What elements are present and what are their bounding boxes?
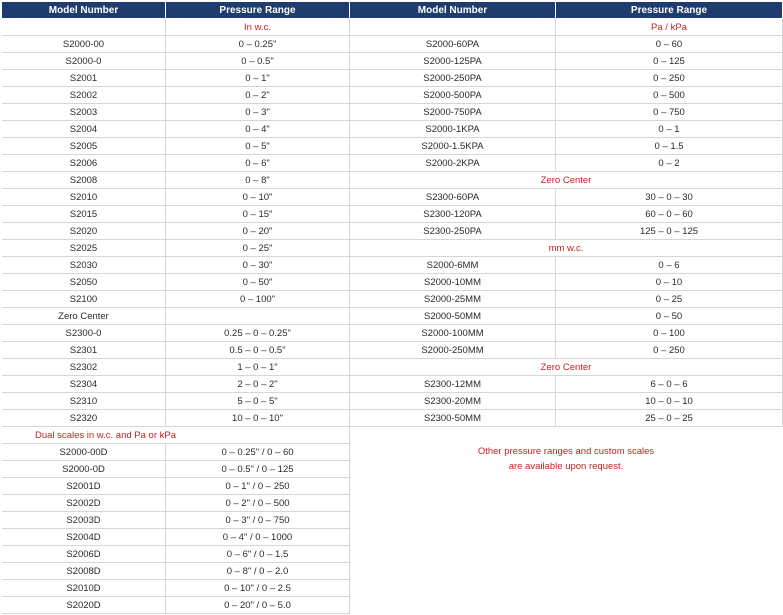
pressure-range-cell: 1 – 0 – 1" bbox=[237, 361, 278, 373]
table-row bbox=[2, 580, 349, 597]
table-row bbox=[350, 104, 782, 121]
section-row bbox=[350, 19, 782, 36]
pressure-range-cell: 0 – 15" bbox=[242, 208, 273, 220]
model-number-cell: S2000-50MM bbox=[350, 308, 556, 324]
model-number-cell: S2320 bbox=[2, 410, 166, 426]
pressure-range-cell: 0 – 50" bbox=[242, 276, 273, 288]
table-row bbox=[2, 257, 349, 274]
model-number-cell: S2000-6MM bbox=[350, 257, 556, 273]
table-row bbox=[2, 359, 349, 376]
model-number-cell: S2300-60PA bbox=[350, 189, 556, 205]
model-number-cell: S2008 bbox=[2, 172, 166, 188]
model-number-cell: S2050 bbox=[2, 274, 166, 290]
model-number-cell: S2000-0 bbox=[2, 53, 166, 69]
model-number-cell: S2000-60PA bbox=[350, 36, 556, 52]
pressure-range-cell: 0 – 100 bbox=[653, 327, 685, 339]
model-number-cell: S2020D bbox=[2, 597, 166, 613]
model-number-cell: S2000-125PA bbox=[350, 53, 556, 69]
note-line-2: are available upon request. bbox=[508, 461, 624, 472]
model-number-cell: S2300-20MM bbox=[350, 393, 556, 409]
table-row bbox=[2, 104, 349, 121]
pressure-range-cell: 0 – 0.5" bbox=[241, 55, 274, 67]
table-row bbox=[350, 70, 782, 87]
model-number-cell: S2005 bbox=[2, 138, 166, 154]
model-number-cell: S2300-50MM bbox=[350, 410, 556, 426]
pressure-range-cell: 0 – 0.25" / 0 – 60 bbox=[221, 446, 294, 458]
table-row bbox=[350, 257, 782, 274]
model-number-cell: S2002D bbox=[2, 495, 166, 511]
model-number-cell: S2002 bbox=[2, 87, 166, 103]
model-number-cell: S2006 bbox=[2, 155, 166, 171]
section-row bbox=[350, 359, 782, 376]
table-row bbox=[2, 87, 349, 104]
table-row bbox=[350, 393, 782, 410]
table-row bbox=[2, 206, 349, 223]
table-row bbox=[2, 172, 349, 189]
table-row bbox=[2, 325, 349, 342]
pressure-range-cell: 2 – 0 – 2" bbox=[237, 378, 278, 390]
pressure-range-cell: 10 – 0 – 10 bbox=[645, 395, 693, 407]
table-row bbox=[2, 563, 349, 580]
table-row bbox=[2, 291, 349, 308]
table-row bbox=[2, 36, 349, 53]
table-row bbox=[2, 512, 349, 529]
pressure-range-cell: 0 – 750 bbox=[653, 106, 685, 118]
model-number-cell: S2301 bbox=[2, 342, 166, 358]
model-number-cell: S2001D bbox=[2, 478, 166, 494]
pressure-range-table bbox=[2, 2, 782, 614]
pressure-range-cell: 0 – 0.25" bbox=[238, 38, 277, 50]
model-number-cell: S2010 bbox=[2, 189, 166, 205]
pressure-range-cell: 0 – 2" / 0 – 500 bbox=[225, 497, 290, 509]
section-row bbox=[350, 172, 782, 189]
model-number-cell: S2000-250PA bbox=[350, 70, 556, 86]
table-row bbox=[350, 410, 782, 427]
model-number-cell: S2000-00 bbox=[2, 36, 166, 52]
pressure-range-cell: 0 – 4" / 0 – 1000 bbox=[222, 531, 293, 543]
model-number-cell: S2008D bbox=[2, 563, 166, 579]
table-row bbox=[2, 155, 349, 172]
model-number-cell: S2025 bbox=[2, 240, 166, 256]
model-number-cell: S2300-250PA bbox=[350, 223, 556, 239]
pressure-range-cell: 0 – 250 bbox=[653, 72, 685, 84]
model-number-cell: S2000-2KPA bbox=[350, 155, 556, 171]
model-number-cell: S2020 bbox=[2, 223, 166, 239]
model-number-cell: S2004 bbox=[2, 121, 166, 137]
model-number-cell: S2310 bbox=[2, 393, 166, 409]
model-number-cell: S2304 bbox=[2, 376, 166, 392]
pressure-range-cell: 60 – 0 – 60 bbox=[645, 208, 693, 220]
pressure-range-cell: 0 – 2" bbox=[245, 89, 270, 101]
section-label: Zero Center bbox=[540, 361, 592, 373]
pressure-range-cell: 0 – 500 bbox=[653, 89, 685, 101]
model-number-cell: S2030 bbox=[2, 257, 166, 273]
pressure-range-cell: 0.5 – 0 – 0.5" bbox=[229, 344, 286, 356]
pressure-range-cell: 25 – 0 – 25 bbox=[645, 412, 693, 424]
pressure-range-cell: 0 – 25 bbox=[655, 293, 683, 305]
table-row bbox=[2, 342, 349, 359]
table-row bbox=[350, 36, 782, 53]
model-number-cell: S2000-250MM bbox=[350, 342, 556, 358]
model-number-cell: S2300-0 bbox=[2, 325, 166, 341]
pressure-range-cell: 0 – 2 bbox=[658, 157, 680, 169]
table-row bbox=[350, 206, 782, 223]
table-row bbox=[2, 121, 349, 138]
model-number-cell: S2000-00D bbox=[2, 444, 166, 460]
section-label: Pa / kPa bbox=[651, 21, 687, 33]
model-number-cell: S2300-12MM bbox=[350, 376, 556, 392]
table-row bbox=[2, 138, 349, 155]
pressure-range-cell: 0 – 6 bbox=[658, 259, 680, 271]
pressure-range-cell: 0 – 3" / 0 – 750 bbox=[225, 514, 290, 526]
custom-scales-note bbox=[350, 444, 782, 474]
pressure-range-cell: 0.25 – 0 – 0.25" bbox=[224, 327, 291, 339]
table-row bbox=[350, 138, 782, 155]
table-row bbox=[2, 53, 349, 70]
section-row bbox=[2, 308, 349, 325]
pressure-range-cell: 0 – 0.5" / 0 – 125 bbox=[221, 463, 294, 475]
table-row bbox=[2, 546, 349, 563]
table-row bbox=[350, 87, 782, 104]
pressure-range-cell: 0 – 4" bbox=[245, 123, 270, 135]
model-number-cell: S2302 bbox=[2, 359, 166, 375]
pressure-range-cell: 0 – 20" bbox=[242, 225, 273, 237]
model-number-cell: S2006D bbox=[2, 546, 166, 562]
pressure-range-cell: 125 – 0 – 125 bbox=[639, 225, 699, 237]
table-row bbox=[350, 274, 782, 291]
model-number-cell: S2004D bbox=[2, 529, 166, 545]
table-row bbox=[350, 155, 782, 172]
pressure-range-cell: 0 – 50 bbox=[655, 310, 683, 322]
model-number-cell: S2010D bbox=[2, 580, 166, 596]
model-number-cell: S2000-1KPA bbox=[350, 121, 556, 137]
table-row bbox=[2, 240, 349, 257]
pressure-range-cell: 0 – 10" / 0 – 2.5 bbox=[224, 582, 291, 594]
model-number-cell: S2100 bbox=[2, 291, 166, 307]
pressure-range-cell: 0 – 8" bbox=[245, 174, 270, 186]
pressure-range-cell: 0 – 3" bbox=[245, 106, 270, 118]
table-row bbox=[350, 223, 782, 240]
table-row bbox=[2, 410, 349, 427]
section-label: mm w.c. bbox=[548, 242, 584, 254]
table-row bbox=[350, 291, 782, 308]
pressure-range-cell: 0 – 1.5 bbox=[654, 140, 684, 152]
table-row bbox=[2, 529, 349, 546]
pressure-range-cell: 6 – 0 – 6 bbox=[650, 378, 688, 390]
pressure-range-cell: 0 – 60 bbox=[655, 38, 683, 50]
model-number-cell: S2015 bbox=[2, 206, 166, 222]
header-model-number-right: Model Number bbox=[350, 2, 555, 18]
blank-cell bbox=[350, 19, 556, 35]
pressure-range-cell: 0 – 125 bbox=[653, 55, 685, 67]
pressure-range-cell: 0 – 250 bbox=[653, 344, 685, 356]
pressure-range-cell: 30 – 0 – 30 bbox=[645, 191, 693, 203]
table-row bbox=[350, 342, 782, 359]
pressure-range-cell: 5 – 0 – 5" bbox=[237, 395, 278, 407]
model-number-cell: S2000-500PA bbox=[350, 87, 556, 103]
model-number-cell: S2003 bbox=[2, 104, 166, 120]
table-row bbox=[2, 274, 349, 291]
table-row bbox=[2, 461, 349, 478]
model-number-cell: S2001 bbox=[2, 70, 166, 86]
table-row bbox=[2, 478, 349, 495]
pressure-range-cell: 0 – 10 bbox=[655, 276, 683, 288]
table-row bbox=[350, 121, 782, 138]
model-number-cell: S2003D bbox=[2, 512, 166, 528]
table-row bbox=[2, 495, 349, 512]
table-row bbox=[350, 189, 782, 206]
pressure-range-cell: 0 – 6" bbox=[245, 157, 270, 169]
pressure-range-cell: 0 – 8" / 0 – 2.0 bbox=[226, 565, 289, 577]
table-row bbox=[2, 597, 349, 614]
table-row bbox=[350, 376, 782, 393]
header-pressure-range-left: Pressure Range bbox=[166, 2, 349, 18]
pressure-range-cell: 0 – 1 bbox=[658, 123, 680, 135]
pressure-range-cell: 10 – 0 – 10" bbox=[232, 412, 283, 424]
model-number-cell: S2000-25MM bbox=[350, 291, 556, 307]
section-label: Dual scales in w.c. and Pa or kPa bbox=[35, 429, 176, 441]
pressure-range-cell: 0 – 20" / 0 – 5.0 bbox=[224, 599, 291, 611]
pressure-range-cell: 0 – 5" bbox=[245, 140, 270, 152]
model-number-cell: S2000-750PA bbox=[350, 104, 556, 120]
model-number-cell: S2000-10MM bbox=[350, 274, 556, 290]
table-row bbox=[350, 325, 782, 342]
section-label: Zero Center bbox=[2, 308, 166, 324]
model-number-cell: S2300-120PA bbox=[350, 206, 556, 222]
pressure-range-cell: 0 – 6" / 0 – 1.5 bbox=[226, 548, 289, 560]
header-pressure-range-right: Pressure Range bbox=[556, 2, 782, 18]
note-line-1: Other pressure ranges and custom scales bbox=[477, 446, 655, 457]
model-number-cell: S2000-1.5KPA bbox=[350, 138, 556, 154]
section-label: In w.c. bbox=[244, 21, 271, 33]
pressure-range-cell: 0 – 30" bbox=[242, 259, 273, 271]
pressure-range-cell: 0 – 100" bbox=[239, 293, 276, 305]
section-row bbox=[2, 19, 349, 36]
pressure-range-cell: 0 – 1" / 0 – 250 bbox=[225, 480, 290, 492]
pressure-range-cell: 0 – 25" bbox=[242, 242, 273, 254]
table-row bbox=[350, 308, 782, 325]
table-row bbox=[2, 70, 349, 87]
table-row bbox=[2, 189, 349, 206]
table-row bbox=[2, 376, 349, 393]
pressure-range-cell: 0 – 10" bbox=[242, 191, 273, 203]
pressure-range-cell: 0 – 1" bbox=[245, 72, 270, 84]
table-row bbox=[350, 53, 782, 70]
model-number-cell: S2000-100MM bbox=[350, 325, 556, 341]
header-model-number-left: Model Number bbox=[2, 2, 165, 18]
section-row bbox=[2, 427, 349, 444]
section-row bbox=[350, 240, 782, 257]
model-number-cell: S2000-0D bbox=[2, 461, 166, 477]
section-label: Zero Center bbox=[540, 174, 592, 186]
table-row bbox=[2, 223, 349, 240]
blank-cell bbox=[2, 19, 166, 35]
table-row bbox=[2, 393, 349, 410]
table-row bbox=[2, 444, 349, 461]
